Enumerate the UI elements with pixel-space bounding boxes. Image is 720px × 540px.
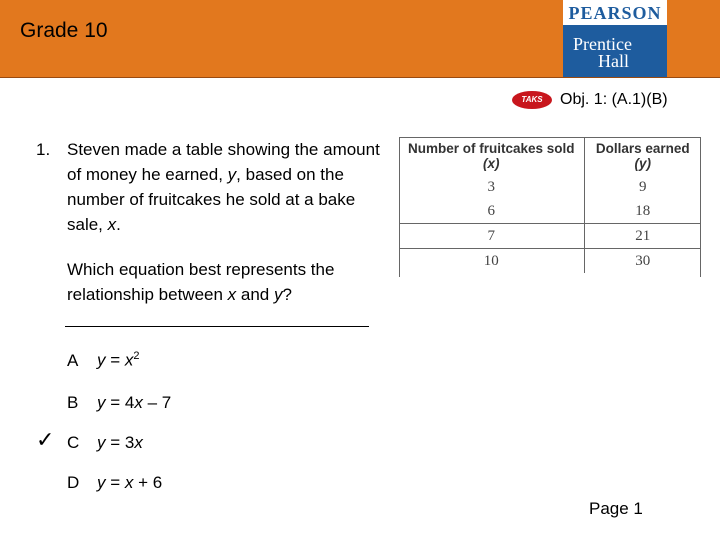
choice-d[interactable]: D y = x + 6 <box>67 473 163 492</box>
taks-icon: TAKS <box>512 91 552 109</box>
table-cell: 6 <box>487 202 496 219</box>
objective-label <box>512 91 668 109</box>
table-row <box>399 199 701 224</box>
column-header-dollars: Dollars earned (y) <box>584 137 701 175</box>
question-stem: Steven made a table showing the amount of money he earned, y, based on the number of fruitcakes he sold at a bake sale, x. <box>67 140 380 234</box>
choice-letter: B <box>67 393 79 412</box>
table-header-row <box>399 137 701 175</box>
checkmark-icon: ✓ <box>36 427 55 452</box>
header-bar <box>0 0 720 78</box>
table-row <box>399 249 701 274</box>
grade-title: Grade 10 <box>20 19 108 42</box>
choice-letter: C <box>67 433 80 452</box>
page-number: Page 1 <box>589 499 643 518</box>
table-cell: 9 <box>584 175 701 199</box>
table-cell: 18 <box>584 199 701 224</box>
pearson-wordmark: PEARSON <box>563 0 667 25</box>
table-row <box>399 175 701 199</box>
table-cell: 21 <box>584 224 701 249</box>
choice-letter: A <box>67 350 79 370</box>
objective-text: Obj. 1: (A.1)(B) <box>560 91 668 108</box>
table-cell: 30 <box>584 249 701 274</box>
choice-c[interactable]: C y = 3x <box>67 433 143 452</box>
pearson-prentice-hall-logo <box>563 0 667 77</box>
question-prompt: Which equation best represents the relationship between x and y? <box>67 260 335 304</box>
question-number: 1. <box>36 140 51 159</box>
logo-line-hall: Hall <box>598 51 629 71</box>
table-row <box>399 224 701 249</box>
table-cell: 10 <box>399 249 584 274</box>
logo-line-prentice: Prentice <box>573 34 632 54</box>
choice-letter: D <box>67 473 80 492</box>
choice-a[interactable]: A $y = x^2$ <box>67 350 140 370</box>
table-cell: 3 <box>487 178 496 195</box>
answer-blank-line <box>65 326 369 327</box>
column-header-fruitcakes: Number of fruitcakes sold (x) <box>408 141 575 171</box>
fruitcake-data-table <box>399 137 701 273</box>
table-cell: 7 <box>399 224 584 249</box>
choice-b[interactable]: B y = 4x – 7 <box>67 393 172 412</box>
